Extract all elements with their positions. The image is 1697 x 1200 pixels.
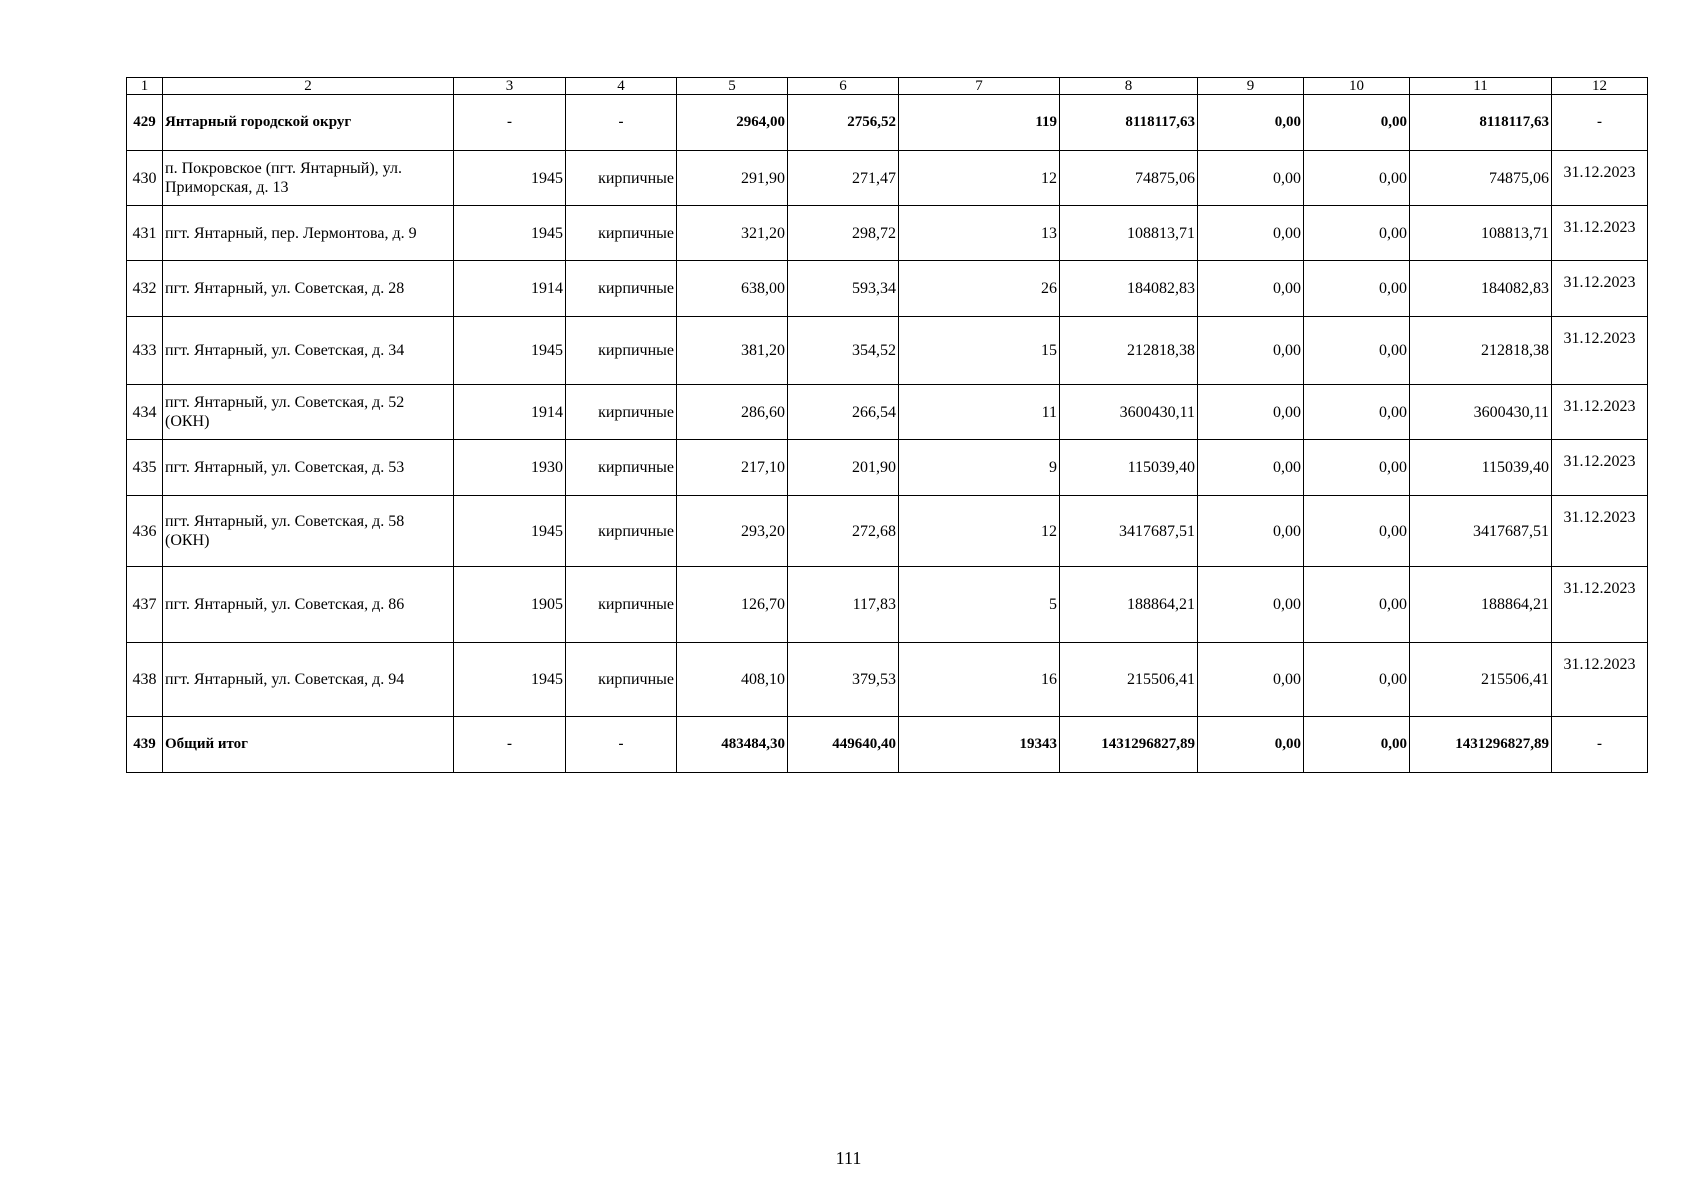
- fund-share-cell: 0,00: [1198, 643, 1304, 717]
- owners-share-cell: 188864,21: [1410, 567, 1552, 643]
- total-area-cell: 286,60: [677, 385, 788, 440]
- living-area-cell: 354,52: [788, 317, 899, 385]
- owners-share-cell: 215506,41: [1410, 643, 1552, 717]
- budget-share-cell: 0,00: [1304, 385, 1410, 440]
- fund-share-cell: 0,00: [1198, 440, 1304, 496]
- completion-date-cell: 31.12.2023: [1552, 567, 1648, 643]
- owners-share-cell: 212818,38: [1410, 317, 1552, 385]
- living-area-cell: 117,83: [788, 567, 899, 643]
- wall-material-cell: кирпичные: [566, 385, 677, 440]
- header-cell: 1: [127, 78, 163, 95]
- completion-date-cell: 31.12.2023: [1552, 317, 1648, 385]
- residents-cell: 16: [899, 643, 1060, 717]
- total-area-cell: 291,90: [677, 151, 788, 206]
- completion-date-cell: 31.12.2023: [1552, 206, 1648, 261]
- wall-material-cell: кирпичные: [566, 261, 677, 317]
- total-area-cell: 2964,00: [677, 95, 788, 151]
- living-area-cell: 201,90: [788, 440, 899, 496]
- completion-date-cell: 31.12.2023: [1552, 261, 1648, 317]
- residents-cell: 119: [899, 95, 1060, 151]
- total-cost-cell: 74875,06: [1060, 151, 1198, 206]
- fund-share-cell: 0,00: [1198, 317, 1304, 385]
- wall-material-cell: кирпичные: [566, 151, 677, 206]
- living-area-cell: 271,47: [788, 151, 899, 206]
- residents-cell: 15: [899, 317, 1060, 385]
- residents-cell: 19343: [899, 717, 1060, 773]
- owners-share-cell: 3417687,51: [1410, 496, 1552, 567]
- residents-cell: 11: [899, 385, 1060, 440]
- total-area-cell: 293,20: [677, 496, 788, 567]
- total-area-cell: 381,20: [677, 317, 788, 385]
- living-area-cell: 449640,40: [788, 717, 899, 773]
- budget-share-cell: 0,00: [1304, 95, 1410, 151]
- budget-share-cell: 0,00: [1304, 496, 1410, 567]
- row-number-cell: 439: [127, 717, 163, 773]
- table-row: [127, 440, 1648, 496]
- fund-share-cell: 0,00: [1198, 261, 1304, 317]
- budget-share-cell: 0,00: [1304, 317, 1410, 385]
- row-number-cell: 435: [127, 440, 163, 496]
- residents-cell: 26: [899, 261, 1060, 317]
- address-cell: п. Покровское (пгт. Янтарный), ул. Приморская, д. 13: [163, 151, 454, 206]
- header-cell: 12: [1552, 78, 1648, 95]
- owners-share-cell: 8118117,63: [1410, 95, 1552, 151]
- completion-date-cell: 31.12.2023: [1552, 440, 1648, 496]
- table-row: [127, 206, 1648, 261]
- wall-material-cell: -: [566, 717, 677, 773]
- header-cell: 9: [1198, 78, 1304, 95]
- total-cost-cell: 108813,71: [1060, 206, 1198, 261]
- total-area-cell: 408,10: [677, 643, 788, 717]
- row-number-cell: 432: [127, 261, 163, 317]
- register-table: [126, 77, 1648, 773]
- total-cost-cell: 1431296827,89: [1060, 717, 1198, 773]
- row-number-cell: 431: [127, 206, 163, 261]
- residents-cell: 12: [899, 151, 1060, 206]
- owners-share-cell: 184082,83: [1410, 261, 1552, 317]
- budget-share-cell: 0,00: [1304, 567, 1410, 643]
- row-number-cell: 430: [127, 151, 163, 206]
- total-cost-cell: 212818,38: [1060, 317, 1198, 385]
- row-number-cell: 433: [127, 317, 163, 385]
- header-cell: 6: [788, 78, 899, 95]
- year-built-cell: 1945: [454, 317, 566, 385]
- table-row: [127, 317, 1648, 385]
- fund-share-cell: 0,00: [1198, 206, 1304, 261]
- header-cell: 4: [566, 78, 677, 95]
- table-row: [127, 567, 1648, 643]
- year-built-cell: 1914: [454, 385, 566, 440]
- fund-share-cell: 0,00: [1198, 717, 1304, 773]
- header-cell: 11: [1410, 78, 1552, 95]
- owners-share-cell: 115039,40: [1410, 440, 1552, 496]
- year-built-cell: 1945: [454, 496, 566, 567]
- living-area-cell: 593,34: [788, 261, 899, 317]
- fund-share-cell: 0,00: [1198, 496, 1304, 567]
- residents-cell: 5: [899, 567, 1060, 643]
- wall-material-cell: кирпичные: [566, 496, 677, 567]
- address-cell: пгт. Янтарный, ул. Советская, д. 34: [163, 317, 454, 385]
- wall-material-cell: кирпичные: [566, 317, 677, 385]
- fund-share-cell: 0,00: [1198, 95, 1304, 151]
- address-cell: пгт. Янтарный, ул. Советская, д. 53: [163, 440, 454, 496]
- row-number-cell: 436: [127, 496, 163, 567]
- row-number-cell: 429: [127, 95, 163, 151]
- wall-material-cell: кирпичные: [566, 567, 677, 643]
- page-number: 111: [835, 1148, 862, 1168]
- year-built-cell: 1945: [454, 206, 566, 261]
- total-cost-cell: 184082,83: [1060, 261, 1198, 317]
- owners-share-cell: 74875,06: [1410, 151, 1552, 206]
- column-number-header-row: [127, 78, 1648, 95]
- owners-share-cell: 1431296827,89: [1410, 717, 1552, 773]
- living-area-cell: 298,72: [788, 206, 899, 261]
- budget-share-cell: 0,00: [1304, 261, 1410, 317]
- table-row: [127, 151, 1648, 206]
- budget-share-cell: 0,00: [1304, 643, 1410, 717]
- wall-material-cell: кирпичные: [566, 440, 677, 496]
- owners-share-cell: 3600430,11: [1410, 385, 1552, 440]
- wall-material-cell: кирпичные: [566, 206, 677, 261]
- budget-share-cell: 0,00: [1304, 151, 1410, 206]
- table-row: [127, 261, 1648, 317]
- table-row: [127, 385, 1648, 440]
- row-number-cell: 438: [127, 643, 163, 717]
- year-built-cell: 1945: [454, 643, 566, 717]
- total-area-cell: 321,20: [677, 206, 788, 261]
- completion-date-cell: 31.12.2023: [1552, 385, 1648, 440]
- living-area-cell: 2756,52: [788, 95, 899, 151]
- year-built-cell: -: [454, 95, 566, 151]
- table-body: [127, 78, 1648, 773]
- header-cell: 2: [163, 78, 454, 95]
- total-area-cell: 483484,30: [677, 717, 788, 773]
- total-cost-cell: 188864,21: [1060, 567, 1198, 643]
- year-built-cell: -: [454, 717, 566, 773]
- living-area-cell: 379,53: [788, 643, 899, 717]
- address-cell: Янтарный городской округ: [163, 95, 454, 151]
- total-area-cell: 217,10: [677, 440, 788, 496]
- header-cell: 8: [1060, 78, 1198, 95]
- total-area-cell: 126,70: [677, 567, 788, 643]
- year-built-cell: 1930: [454, 440, 566, 496]
- table-row: [127, 717, 1648, 773]
- wall-material-cell: кирпичные: [566, 643, 677, 717]
- year-built-cell: 1905: [454, 567, 566, 643]
- total-cost-cell: 3417687,51: [1060, 496, 1198, 567]
- year-built-cell: 1945: [454, 151, 566, 206]
- completion-date-cell: 31.12.2023: [1552, 496, 1648, 567]
- fund-share-cell: 0,00: [1198, 151, 1304, 206]
- total-cost-cell: 115039,40: [1060, 440, 1198, 496]
- total-cost-cell: 8118117,63: [1060, 95, 1198, 151]
- header-cell: 5: [677, 78, 788, 95]
- budget-share-cell: 0,00: [1304, 717, 1410, 773]
- header-cell: 7: [899, 78, 1060, 95]
- completion-date-cell: -: [1552, 95, 1648, 151]
- fund-share-cell: 0,00: [1198, 567, 1304, 643]
- residents-cell: 13: [899, 206, 1060, 261]
- address-cell: Общий итог: [163, 717, 454, 773]
- header-cell: 10: [1304, 78, 1410, 95]
- table-row: [127, 643, 1648, 717]
- table-row: [127, 496, 1648, 567]
- living-area-cell: 272,68: [788, 496, 899, 567]
- residents-cell: 12: [899, 496, 1060, 567]
- total-cost-cell: 3600430,11: [1060, 385, 1198, 440]
- address-cell: пгт. Янтарный, ул. Советская, д. 86: [163, 567, 454, 643]
- row-number-cell: 434: [127, 385, 163, 440]
- completion-date-cell: 31.12.2023: [1552, 151, 1648, 206]
- residents-cell: 9: [899, 440, 1060, 496]
- completion-date-cell: 31.12.2023: [1552, 643, 1648, 717]
- address-cell: пгт. Янтарный, ул. Советская, д. 94: [163, 643, 454, 717]
- fund-share-cell: 0,00: [1198, 385, 1304, 440]
- address-cell: пгт. Янтарный, пер. Лермонтова, д. 9: [163, 206, 454, 261]
- year-built-cell: 1914: [454, 261, 566, 317]
- owners-share-cell: 108813,71: [1410, 206, 1552, 261]
- living-area-cell: 266,54: [788, 385, 899, 440]
- budget-share-cell: 0,00: [1304, 440, 1410, 496]
- row-number-cell: 437: [127, 567, 163, 643]
- completion-date-cell: -: [1552, 717, 1648, 773]
- total-area-cell: 638,00: [677, 261, 788, 317]
- address-cell: пгт. Янтарный, ул. Советская, д. 52 (ОКН): [163, 385, 454, 440]
- header-cell: 3: [454, 78, 566, 95]
- table-row: [127, 95, 1648, 151]
- budget-share-cell: 0,00: [1304, 206, 1410, 261]
- address-cell: пгт. Янтарный, ул. Советская, д. 28: [163, 261, 454, 317]
- address-cell: пгт. Янтарный, ул. Советская, д. 58 (ОКН): [163, 496, 454, 567]
- total-cost-cell: 215506,41: [1060, 643, 1198, 717]
- wall-material-cell: -: [566, 95, 677, 151]
